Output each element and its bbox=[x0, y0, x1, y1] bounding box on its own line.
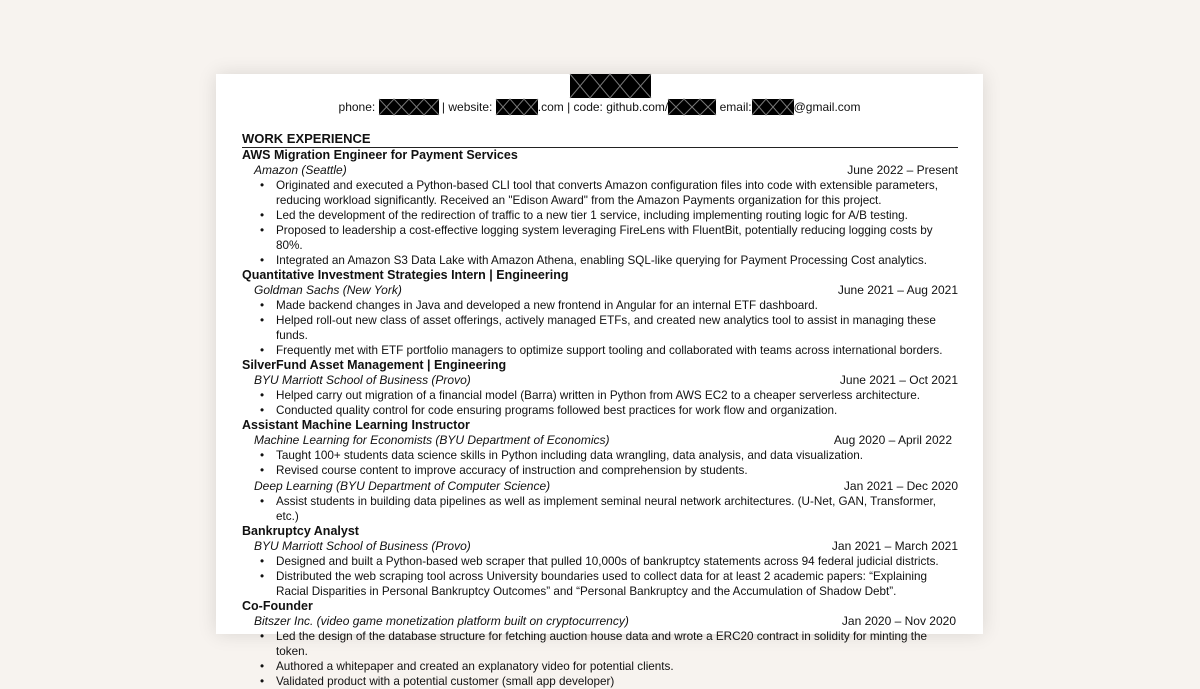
job-title: SilverFund Asset Management | Engineering bbox=[242, 358, 507, 372]
job-bullet: • Helped carry out migration of a financial model (Barra) written in Python from AWS EC2 to a cheaper serverless architecture. bbox=[242, 388, 958, 403]
job-entry bbox=[242, 599, 958, 689]
job-bullet: • Originated and executed a Python-based CLI tool that converts Amazon configuration files into code with extensible parameters, reducing workload significantly. Received an "Edison Award" from the Amazon Payments organization for this project. bbox=[242, 178, 958, 208]
job-entry bbox=[242, 418, 958, 524]
job-sub-org: Deep Learning (BYU Department of Computer Science) bbox=[254, 479, 551, 493]
job-title: Assistant Machine Learning Instructor bbox=[242, 418, 470, 432]
redacted-name bbox=[570, 74, 651, 98]
job-org-line bbox=[254, 433, 952, 448]
job-org: Machine Learning for Economists (BYU Department of Economics) bbox=[254, 433, 610, 447]
contact-website-suffix: .com | code: github.com/ bbox=[537, 100, 669, 114]
contact-email-suffix: @gmail.com bbox=[793, 100, 861, 114]
job-org: Goldman Sachs (New York) bbox=[254, 283, 402, 297]
job-title: AWS Migration Engineer for Payment Services bbox=[242, 148, 518, 162]
contact-website-label: | website: bbox=[441, 100, 493, 114]
job-sub-date: Jan 2021 – Dec 2020 bbox=[843, 479, 958, 493]
job-entry bbox=[242, 148, 958, 268]
work-experience-list bbox=[242, 148, 958, 689]
job-date: June 2021 – Aug 2021 bbox=[837, 283, 958, 297]
job-title: Bankruptcy Analyst bbox=[242, 524, 359, 538]
job-date: June 2021 – Oct 2021 bbox=[839, 373, 958, 387]
job-org-line bbox=[254, 539, 958, 554]
redacted-email bbox=[752, 99, 794, 115]
job-org: Amazon (Seattle) bbox=[254, 163, 347, 177]
job-bullet: • Assist students in building data pipelines as well as implement seminal neural network architectures. (U-Net, GAN, Transformer, etc.) bbox=[242, 494, 958, 524]
job-org: Bitszer Inc. (video game monetization platform built on cryptocurrency) bbox=[254, 614, 629, 628]
contact-line bbox=[216, 98, 983, 116]
job-bullet: • Led the development of the redirection of traffic to a new tier 1 service, including implementing routing logic for A/B testing. bbox=[242, 208, 958, 223]
job-bullet: • Designed and built a Python-based web scraper that pulled 10,000s of bankruptcy statements across 94 federal judicial districts. bbox=[242, 554, 958, 569]
job-bullet: • Made backend changes in Java and developed a new frontend in Angular for an internal ETF dashboard. bbox=[242, 298, 958, 313]
job-bullet: • Helped roll-out new class of asset offerings, actively managed ETFs, and created new analytics tool to assist in managing these funds. bbox=[242, 313, 958, 343]
job-title: Quantitative Investment Strategies Intern | Engineering bbox=[242, 268, 569, 282]
job-bullet: • Proposed to leadership a cost-effective logging system leveraging FireLens with FluentBit, potentially reducing logging costs by 80%. bbox=[242, 223, 958, 253]
job-bullet: • Authored a whitepaper and created an explanatory video for potential clients. bbox=[242, 659, 958, 674]
job-bullet: • Taught 100+ students data science skills in Python including data wrangling, data analysis, and data visualization. bbox=[242, 448, 958, 463]
job-entry bbox=[242, 524, 958, 599]
job-bullet: • Led the design of the database structure for fetching auction house data and wrote a ERC20 contract in solidity for minting the token. bbox=[242, 629, 958, 659]
job-org: BYU Marriott School of Business (Provo) bbox=[254, 539, 471, 553]
job-entry bbox=[242, 358, 958, 418]
job-entry bbox=[242, 268, 958, 358]
job-date: Jan 2020 – Nov 2020 bbox=[841, 614, 956, 628]
redacted-github bbox=[668, 99, 716, 115]
job-date: Jan 2021 – March 2021 bbox=[831, 539, 958, 553]
resume-page bbox=[216, 74, 983, 688]
job-bullet: • Frequently met with ETF portfolio managers to optimize support tooling and collaborated with teams across international borders. bbox=[242, 343, 958, 358]
redacted-website bbox=[496, 99, 538, 115]
contact-email-label: email: bbox=[719, 100, 752, 114]
section-title-work-experience: WORK EXPERIENCE bbox=[242, 131, 958, 148]
redacted-phone bbox=[379, 99, 439, 115]
job-org-line bbox=[254, 283, 958, 298]
job-org-line bbox=[254, 163, 958, 178]
job-date: June 2022 – Present bbox=[847, 163, 958, 177]
job-bullet: • Conducted quality control for code ensuring programs followed best practices for work flow and organization. bbox=[242, 403, 958, 418]
job-bullet: • Distributed the web scraping tool across University boundaries used to collect data for at least 2 academic papers: “Explaining Racial Disparities in Personal Bankruptcy Outcomes” and “Personal Bankruptcy and the Accumulation of Shadow Debt”. bbox=[242, 569, 958, 599]
job-org: BYU Marriott School of Business (Provo) bbox=[254, 373, 471, 387]
job-sub-org-line bbox=[254, 479, 958, 494]
contact-phone-label: phone: bbox=[338, 100, 376, 114]
job-bullet: • Integrated an Amazon S3 Data Lake with Amazon Athena, enabling SQL-like querying for Payment Processing Cost analytics. bbox=[242, 253, 958, 268]
job-title: Co-Founder bbox=[242, 599, 313, 613]
job-bullet: • Validated product with a potential customer (small app developer) bbox=[242, 674, 958, 689]
job-org-line bbox=[254, 373, 958, 388]
job-bullet: • Revised course content to improve accuracy of instruction and comprehension by students. bbox=[242, 463, 958, 478]
job-date: Aug 2020 – April 2022 bbox=[833, 433, 952, 447]
job-org-line bbox=[254, 614, 956, 629]
